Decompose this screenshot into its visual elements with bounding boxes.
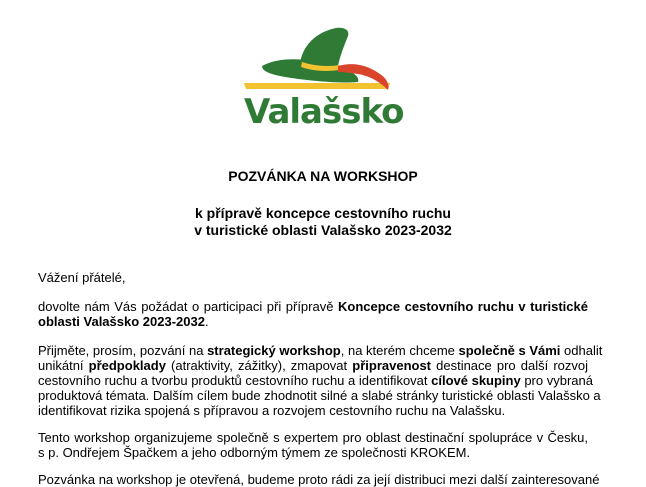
paragraph-2-line-2	[38, 358, 588, 373]
paragraph-3	[38, 430, 588, 460]
text-run: , na kterém chceme	[340, 343, 459, 358]
paragraph-2-line-1	[38, 343, 603, 358]
valassko-logo	[240, 22, 406, 138]
concept-name: Koncepce cestovního ruchu v turistické	[337, 299, 588, 314]
invitation-subtitle-line2: v turistické oblasti Valašsko 2023-2032	[194, 222, 452, 238]
paragraph-3-line-1: Tento workshop organizujeme společně s expertem pro oblast destinační spolupráce v Česku,	[38, 430, 588, 445]
emphasis: společně s Vámi	[458, 343, 561, 358]
paragraph-3-line-2: s p. Ondřejem Špačkem a jeho odborným týmem ze společnosti KROKEM.	[38, 445, 471, 460]
emphasis: připravenost	[352, 358, 432, 373]
invitation-subtitle-line1: k přípravě koncepce cestovního ruchu	[195, 205, 451, 221]
hat-icon	[240, 22, 406, 102]
paragraph-1-line-1	[38, 299, 588, 314]
text-run: dovolte nám Vás požádat o participaci při přípravě	[38, 299, 338, 314]
paragraph-4-line-1: Pozvánka na workshop je otevřená, budeme proto rádi za její distribuci mezi další zainteresované	[38, 472, 600, 487]
paragraph-1-line-2	[38, 314, 588, 329]
concept-name-cont: oblasti Valašsko 2023-2032	[38, 314, 205, 329]
text-run: .	[204, 314, 209, 329]
paragraph-2-line-5: identifikovat rizika spojená s přípravou a rozvojem cestovního ruchu na Valašsku.	[38, 403, 506, 418]
logo-wordmark: Valašsko	[244, 92, 404, 132]
paragraph-2-line-4: produktová témata. Dalším cílem bude zhodnotit silné a slabé stránky turistické oblasti Valašsko a	[38, 388, 601, 403]
emphasis: cílové skupiny	[431, 373, 521, 388]
paragraph-1	[38, 299, 588, 329]
text-run: unikátní	[38, 358, 89, 373]
invitation-title: POZVÁNKA NA WORKSHOP	[228, 168, 418, 184]
emphasis: předpoklady	[88, 358, 166, 373]
greeting: Vážení přátelé,	[38, 270, 126, 285]
emphasis: strategický workshop	[207, 343, 341, 358]
text-run: pro vybraná	[520, 373, 593, 388]
text-run: odhalit	[560, 343, 603, 358]
paragraph-2	[38, 343, 603, 418]
text-run: cestovního ruchu a tvorbu produktů cestovního ruchu a identifikovat	[38, 373, 432, 388]
text-run: destinace pro další rozvoj	[431, 358, 588, 373]
text-run: Přijměte, prosím, pozvání na	[38, 343, 208, 358]
text-run: (atraktivity, zážitky), zmapovat	[165, 358, 353, 373]
paragraph-2-line-3	[38, 373, 593, 388]
paragraph-4	[38, 472, 600, 487]
